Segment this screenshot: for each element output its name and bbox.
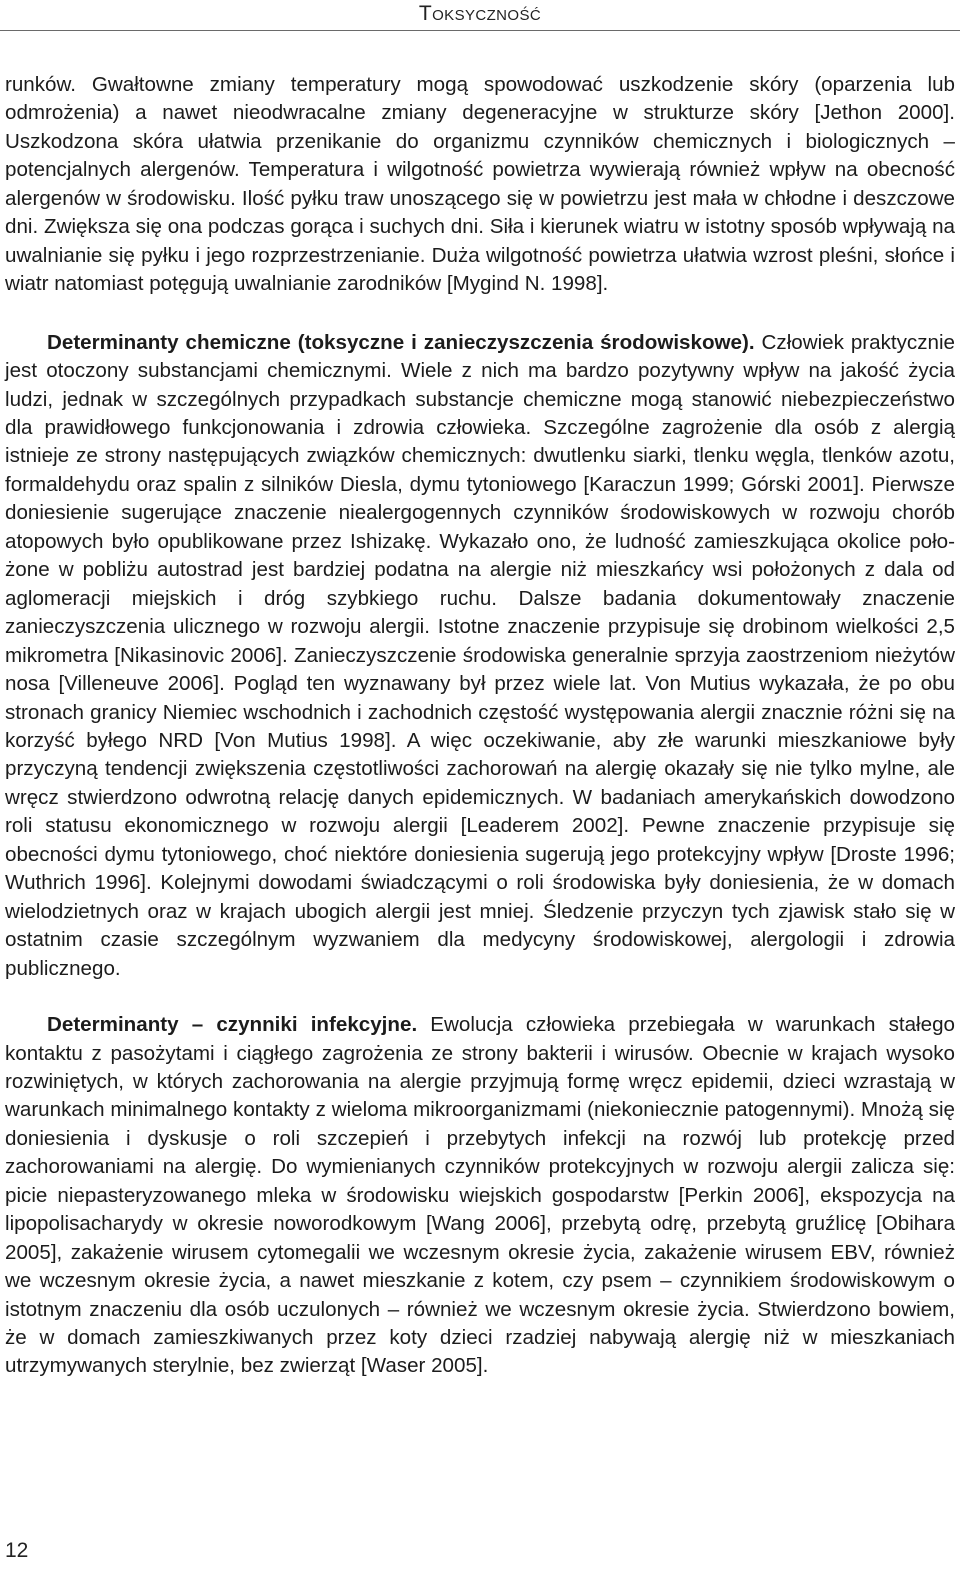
paragraph-chemical-body: Człowiek praktycznie jest otoczony substancjami chemicznymi. Wiele z nich ma bardzo pozytywny wpływ na jakość życia ludzi, jednak w szczególnych przypadkach substancje chemiczne mogą stanowić niebezpieczeństwo dla prawidłowego funkcjonowania i zdrowia człowieka. Szczególne zagrożenie dla osób z alergią istnieje ze strony następujących związków chemicznych: dwutlenku siarki, tlenku węgla, tlenków azotu, formaldehydu oraz spalin z silników Diesla, dymu tytoniowego [Karaczun 1999; Górski 2001]. Pierwsze doniesienie sugerujące znaczenie niealergogennych czynników środowiskowych w rozwoju chorób atopowych było opublikowane przez Ishizakę. Wykazało ono, że ludność zamieszkująca okolice położone w pobliżu autostrad jest bardziej podatna na alergie niż mieszkańcy wsi położonych z dala od aglomeracji miejskich i dróg szybkiego ruchu. Dalsze badania dokumentowały znaczenie zanieczyszczenia ulicznego w rozwoju alergii. Istotne znaczenie przypisuje się drobinom wielkości 2,5 mikrometra [Nikasinovic 2006]. Zanieczyszczenie środowiska generalnie sprzyja zaostrzeniom nieżytów nosa [Villeneuve 2006]. Pogląd ten wyznawany był przez wiele lat. Von Mutius wykazała, że po obu stronach granicy Niemiec wschodnich i zachodnich częstość występowania alergii znacznie różni się na korzyść byłego NRD [Von Mutius 1998]. A więc oczekiwanie, aby złe warunki mieszkaniowe były przyczyną tendencji zwiększenia częstotliwości zachorowań na alergię okazały się nie tylko mylne, ale wręcz stwierdzono odwrotną relację danych epidemicznych. W badaniach amerykańskich dowodzono roli statusu ekonomicznego w rozwoju alergii [Leaderem 2002]. Pewne znaczenie przypisuje się obecności dymu tytoniowego, choć niektóre doniesienia sugerują jego protekcyjny wpływ [Droste 1996; Wuthrich 1996]. Kolejnymi dowodami świadczącymi o roli środowiska były doniesienia, że w domach wielodzietnych oraz w krajach ubogich alergii jest mniej. Śledzenie przyczyn tych zjawisk stało się w ostatnim czasie szczególnym wyzwaniem dla medycyny środowiskowej, alergologii i zdrowia publicznego. xyxy=(5,330,955,980)
body-text xyxy=(5,71,955,1381)
page-number: 12 xyxy=(5,1539,29,1562)
paragraph-infectious-determinants xyxy=(5,1011,955,1381)
paragraph-spacer xyxy=(5,299,955,329)
paragraph-infectious-body: Ewolucja człowieka przebiegała w warunkach stałego kontaktu z pasożytami i ciągłego zagrożenia ze strony bakterii i wirusów. Obecnie w krajach wysoko rozwiniętych, w których zachorowania na alergie przyjmują formę wręcz epidemii, dzieci wzrastają w warunkach minimalnego kontakty z wieloma mikroorganizmami (niekoniecznie patogennymi). Mnożą się doniesienia i dyskusje o roli szczepień i przebytych infekcji na rozwój lub protekcję przed zachorowaniami na alergię. Do wymienianych czynników protekcyjnych w rozwoju alergii zalicza się: picie niepasteryzowanego mleka w środowisku wiejskich gospodarstw [Perkin 2006], ekspozycja na lipopolisacharydy w okresie noworodkowym [Wang 2006], przebytą odrę, przebytą gruźlicę [Obihara 2005], zakażenie wirusem cytomegalii we wczesnym okresie życia, zakażenie wirusem EBV, również we wczesnym okresie życia, a nawet mieszkanie z kotem, czy psem – czynnikiem środowiskowym o istotnym znaczeniu dla osób uczulonych – również we wczesnym okresie życia. Stwierdzono bowiem, że w domach zamieszkiwanych przez koty dzieci rzadziej nabywają alergię niż w mieszkaniach utrzymywanych sterylnie, bez zwierząt [Waser 2005]. xyxy=(5,1013,955,1378)
section-heading-infectious: Determinanty – czynniki infekcyjne. xyxy=(47,1013,418,1037)
running-header-title: Toksyczność xyxy=(418,2,542,25)
section-heading-chemical: Determinanty chemiczne (toksyczne i zanieczyszczenia środowiskowe). xyxy=(47,330,755,354)
running-header xyxy=(0,0,960,31)
paragraph-spacer xyxy=(5,983,955,1011)
paragraph-environment-weather: runków. Gwałtowne zmiany temperatury mogą spowodować uszkodzenie skóry (oparzenia lub odmrożenia) a nawet nieodwracalne zmiany degeneracyjne w strukturze skóry [Jethon 2000]. Uszkodzona skóra ułatwia przenikanie do organizmu czynników chemicznych i biologicznych – potencjalnych alergenów. Temperatura i wilgotność powietrza wywierają również wpływ na obecność alergenów w środowisku. Ilość pyłku traw unoszącego się w powietrzu jest mała w chłodne i deszczowe dni. Zwiększa się ona podczas gorąca i suchych dni. Siła i kierunek wiatru w istotny sposób wpływają na uwalnianie się pyłku i jego rozprzestrzenianie. Duża wilgotność powietrza ułatwia wzrost pleśni, słońce i wiatr natomiast potęgują uwalnianie zarodników [Mygind N. 1998]. xyxy=(5,73,955,296)
paragraph-chemical-determinants xyxy=(5,329,955,983)
